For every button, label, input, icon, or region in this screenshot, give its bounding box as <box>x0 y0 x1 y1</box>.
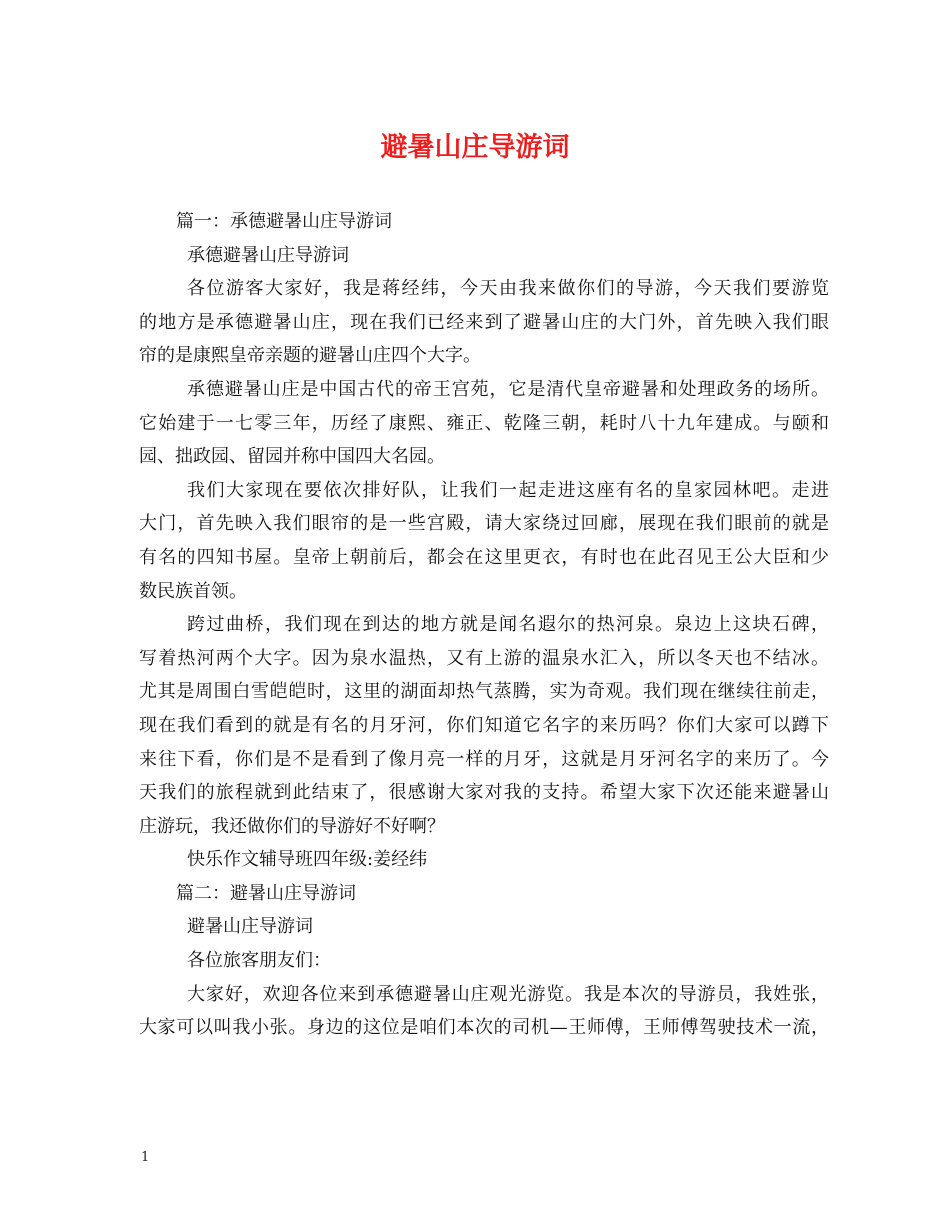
paragraph-line: 大家好，欢迎各位来到承德避暑山庄观光游览。我是本次的导游员，我姓张， <box>187 983 829 1005</box>
paragraph-line: 的地方是承德避暑山庄，现在我们已经来到了避暑山庄的大门外，首先映入我们眼 <box>139 311 829 333</box>
subtitle-2: 避暑山庄导游词 <box>187 916 313 938</box>
section-heading-2: 篇二：避暑山庄导游词 <box>176 882 356 904</box>
paragraph-line: 它始建于一七零三年，历经了康熙、雍正、乾隆三朝，耗时八十九年建成。与颐和 <box>139 412 829 434</box>
paragraph-line: 来往下看，你们是不是看到了像月亮一样的月牙，这就是月牙河名字的来历了。今 <box>139 748 829 770</box>
greeting-line: 各位旅客朋友们： <box>187 950 331 972</box>
paragraph-line: 帘的是康熙皇帝亲题的避暑山庄四个大字。 <box>139 345 481 367</box>
section-heading-1: 篇一：承德避暑山庄导游词 <box>176 211 392 232</box>
document-body <box>139 205 829 1045</box>
paragraph-line: 大家可以叫我小张。身边的这位是咱们本次的司机—王师傅，王师傅驾驶技术一流， <box>139 1017 829 1039</box>
paragraph-line: 有名的四知书屋。皇帝上朝前后，都会在这里更衣，有时也在此召见王公大臣和少 <box>139 546 829 568</box>
paragraph-line: 天我们的旅程就到此结束了，很感谢大家对我的支持。希望大家下次还能来避暑山 <box>139 782 829 804</box>
paragraph-line: 承德避暑山庄是中国古代的帝王宫苑，它是清代皇帝避暑和处理政务的场所。 <box>187 378 829 400</box>
author-signature: 快乐作文辅导班四年级:姜经纬 <box>187 849 428 871</box>
paragraph-line: 现在我们看到的就是有名的月牙河，你们知道它名字的来历吗？你们大家可以蹲下 <box>139 714 829 736</box>
paragraph-line: 数民族首领。 <box>139 580 247 602</box>
paragraph-line: 写着热河两个大字。因为泉水温热，又有上游的温泉水汇入，所以冬天也不结冰。 <box>139 647 829 669</box>
paragraph-line: 尤其是周围白雪皑皑时，这里的湖面却热气蒸腾，实为奇观。我们现在继续往前走， <box>139 681 829 703</box>
page-number: 1 <box>141 1150 150 1165</box>
paragraph-line: 园、拙政园、留园并称中国四大名园。 <box>139 446 445 468</box>
paragraph-line: 各位游客大家好，我是蒋经纬，今天由我来做你们的导游，今天我们要游览 <box>187 278 829 300</box>
subtitle-1: 承德避暑山庄导游词 <box>187 244 349 266</box>
document-title: 避暑山庄导游词 <box>380 132 570 163</box>
paragraph-line: 庄游玩，我还做你们的导游好不好啊？ <box>139 815 445 837</box>
paragraph-line: 跨过曲桥，我们现在到达的地方就是闻名遐尔的热河泉。泉边上这块石碑， <box>187 614 829 636</box>
paragraph-line: 大门，首先映入我们眼帘的是一些宫殿，请大家绕过回廊，展现在我们眼前的就是 <box>139 513 829 535</box>
paragraph-line: 我们大家现在要依次排好队，让我们一起走进这座有名的皇家园林吧。走进 <box>187 479 829 501</box>
